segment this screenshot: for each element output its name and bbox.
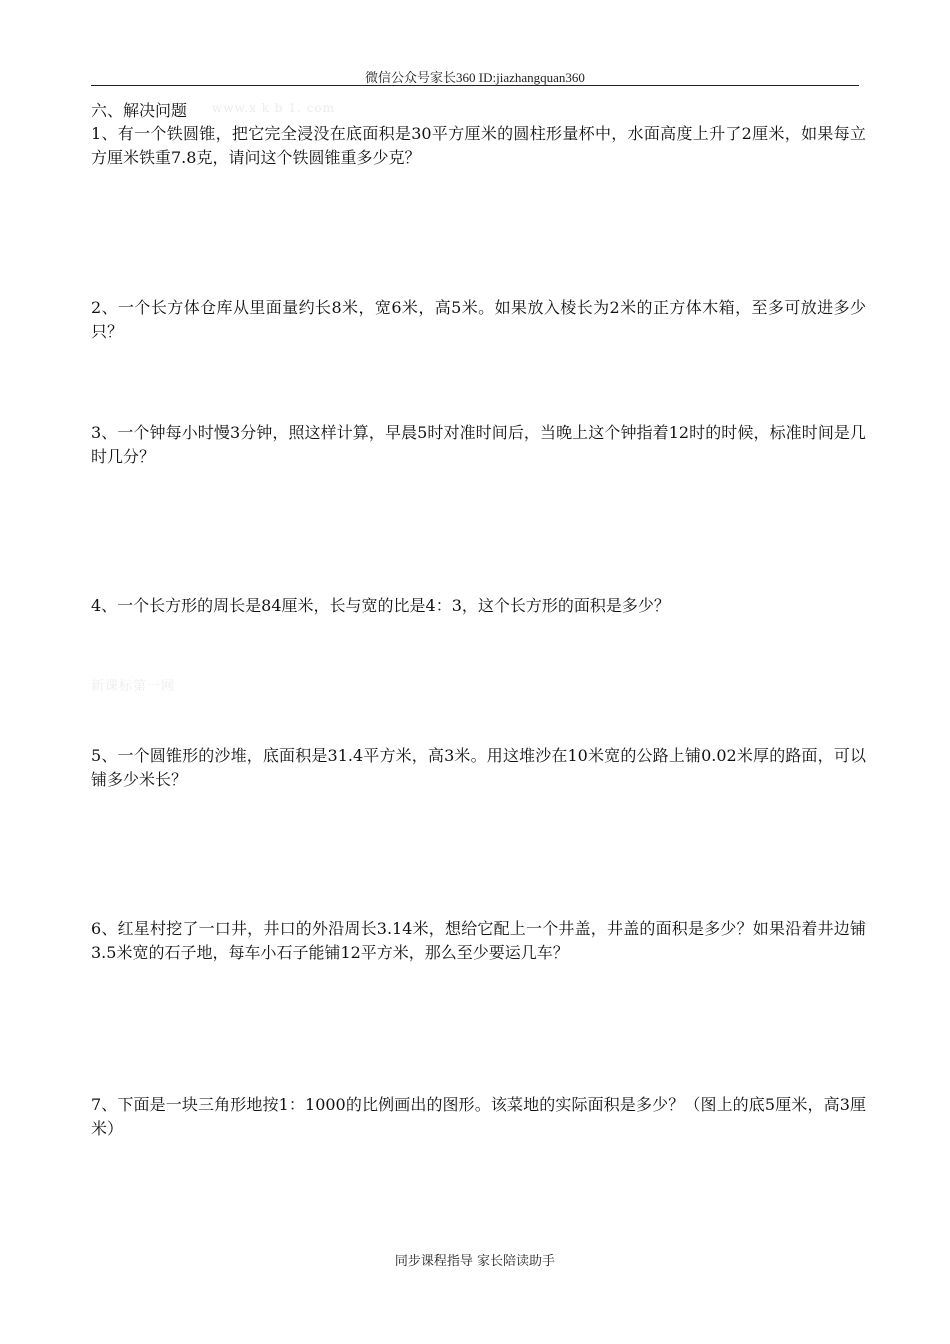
question-6: 6、红星村挖了一口井，井口的外沿周长3.14米，想给它配上一个井盖，井盖的面积是多少？如果沿着井边铺3.5米宽的石子地，每车小石子能铺12平方米，那么至少要运几车？ bbox=[91, 919, 866, 962]
question-2: 2、一个长方体仓库从里面量约长8米，宽6米，高5米。如果放入棱长为2米的正方体木箱，至多可放进多少只？ bbox=[91, 298, 866, 341]
question-1: 1、有一个铁圆锥，把它完全浸没在底面积是30平方厘米的圆柱形量杯中，水面高度上升了2厘米，如果每立方厘米铁重7.8克，请问这个铁圆锥重多少克？ bbox=[91, 124, 866, 167]
section-title: 六、解决问题 bbox=[91, 101, 188, 120]
question-7: 7、下面是一块三角形地按1：1000的比例画出的图形。该菜地的实际面积是多少？（图上的底5厘米，高3厘米） bbox=[91, 1095, 866, 1138]
watermark-top: www.x k b 1. com bbox=[212, 101, 335, 115]
watermark-middle: 新课标第一网 bbox=[91, 679, 176, 694]
question-4: 4、一个长方形的周长是84厘米，长与宽的比是4：3，这个长方形的面积是多少？ bbox=[91, 596, 670, 615]
question-3: 3、一个钟每小时慢3分钟，照这样计算，早晨5时对准时间后，当晚上这个钟指着12时的时候，标准时间是几时几分？ bbox=[91, 423, 866, 466]
page-footer: 同步课程指导 家长陪读助手 bbox=[394, 1254, 556, 1269]
page-header: 微信公众号家长360 ID:jiazhangquan360 bbox=[365, 70, 585, 85]
question-5: 5、一个圆锥形的沙堆，底面积是31.4平方米，高3米。用这堆沙在10米宽的公路上铺0.02米厚的路面，可以铺多少米长？ bbox=[91, 746, 866, 789]
header-divider bbox=[91, 85, 859, 86]
